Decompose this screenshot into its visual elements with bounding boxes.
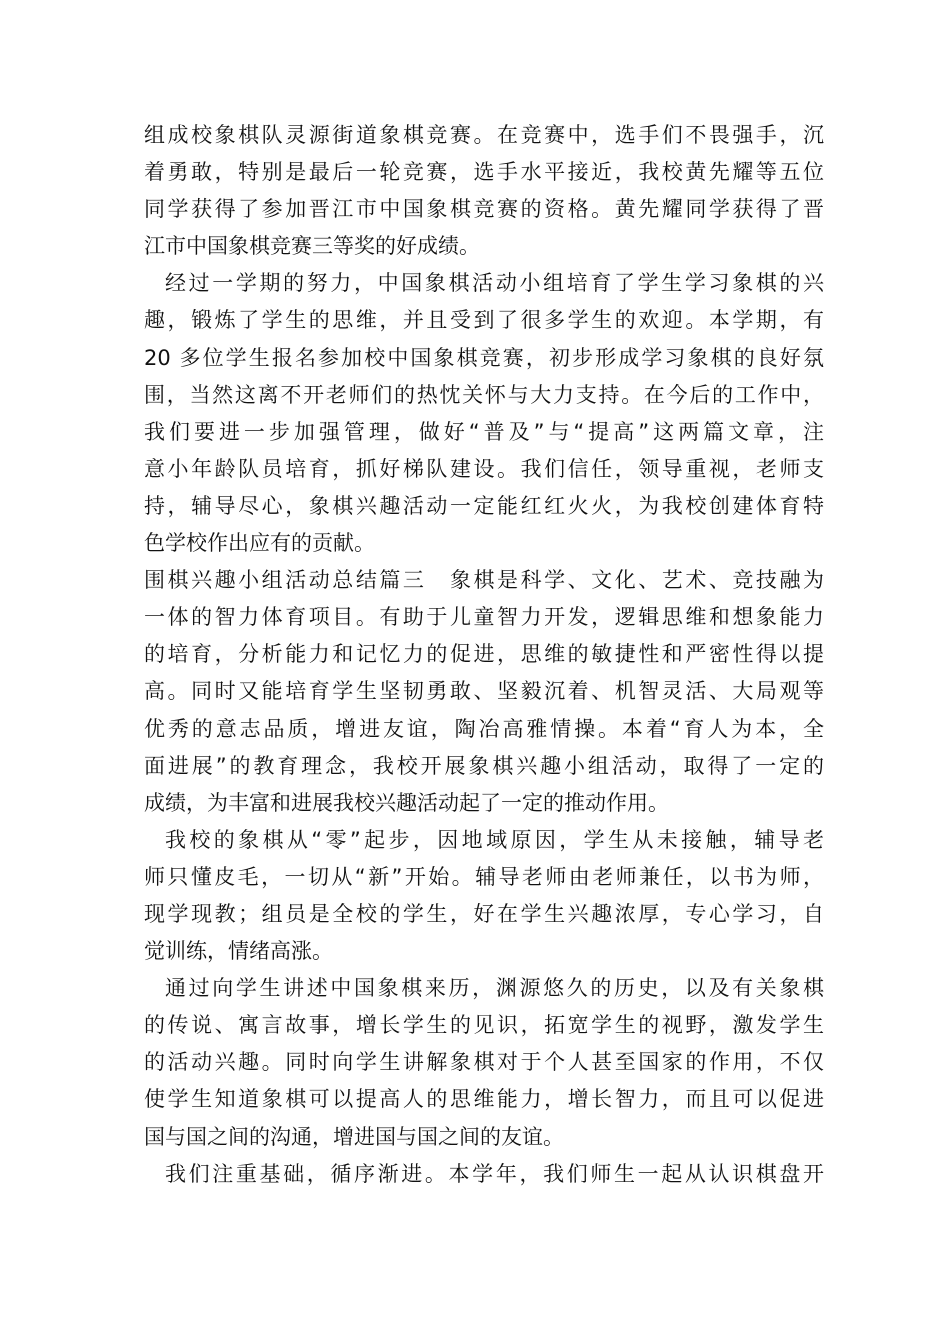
text-line: 经过一学期的努力，中国象棋活动小组培育了学生学习象棋的兴 xyxy=(165,271,824,296)
text-line: 我校的象棋从“零”起步，因地域原因，学生从未接触，辅导老 xyxy=(165,827,824,852)
text-line: 国与国之间的沟通，增进国与国之间的友谊。 xyxy=(144,1124,564,1149)
text-line: 色学校作出应有的贡献。 xyxy=(144,531,375,556)
text-line: 高。同时又能培育学生坚韧勇敢、坚毅沉着、机智灵活、大局观等 xyxy=(144,679,824,704)
text-line: 现学现教；组员是全校的学生，好在学生兴趣浓厚，专心学习，自 xyxy=(144,901,824,926)
text-line: 持，辅导尽心，象棋兴趣活动一定能红红火火，为我校创建体育特 xyxy=(144,493,824,518)
text-line: 围，当然这离不开老师们的热忱关怀与大力支持。在今后的工作中， xyxy=(144,382,824,407)
text-line: 同学获得了参加晋江市中国象棋竞赛的资格。黄先耀同学获得了晋 xyxy=(144,197,824,222)
text-line: 我们注重基础，循序渐进。本学年，我们师生一起从认识棋盘开 xyxy=(165,1161,824,1186)
text-line: 的活动兴趣。同时向学生讲解象棋对于个人甚至国家的作用，不仅 xyxy=(144,1050,824,1075)
text-line: 组成校象棋队灵源街道象棋竞赛。在竞赛中，选手们不畏强手，沉 xyxy=(144,123,824,147)
text-line: 一体的智力体育项目。有助于儿童智力开发，逻辑思维和想象能力 xyxy=(144,605,824,630)
document-body xyxy=(144,117,824,1193)
text-line: 成绩，为丰富和进展我校兴趣活动起了一定的推动作用。 xyxy=(144,790,669,815)
text-line: 的培育，分析能力和记忆力的促进，思维的敏捷性和严密性得以提 xyxy=(144,642,824,667)
text-line: 着勇敢，特别是最后一轮竞赛，选手水平接近，我校黄先耀等五位 xyxy=(144,160,824,185)
text-line: 意小年龄队员培育，抓好梯队建设。我们信任，领导重视，老师支 xyxy=(144,456,824,481)
text-line: 觉训练，情绪高涨。 xyxy=(144,939,333,964)
text-line: 的传说、寓言故事，增长学生的见识，拓宽学生的视野，激发学生 xyxy=(144,1013,824,1038)
text-line: 我们要进一步加强管理，做好“普及”与“提高”这两篇文章，注 xyxy=(144,419,824,444)
text-line: 通过向学生讲述中国象棋来历，渊源悠久的历史，以及有关象棋 xyxy=(165,976,824,1001)
text-line: 围棋兴趣小组活动总结篇三 象棋是科学、文化、艺术、竞技融为 xyxy=(144,568,824,593)
text-line: 趣，锻炼了学生的思维，并且受到了很多学生的欢迎。本学期，有 xyxy=(144,308,824,333)
text-line: 20 多位学生报名参加校中国象棋竞赛，初步形成学习象棋的良好氛 xyxy=(144,345,824,370)
text-line: 使学生知道象棋可以提高人的思维能力，增长智力，而且可以促进 xyxy=(144,1087,824,1112)
text-line: 师只懂皮毛，一切从“新”开始。辅导老师由老师兼任，以书为师， xyxy=(144,864,824,889)
text-line: 面进展”的教育理念，我校开展象棋兴趣小组活动，取得了一定的 xyxy=(144,753,824,778)
text-line: 江市中国象棋竞赛三等奖的好成绩。 xyxy=(144,234,480,259)
text-line: 优秀的意志品质，增进友谊，陶冶高雅情操。本着“育人为本，全 xyxy=(144,716,824,741)
